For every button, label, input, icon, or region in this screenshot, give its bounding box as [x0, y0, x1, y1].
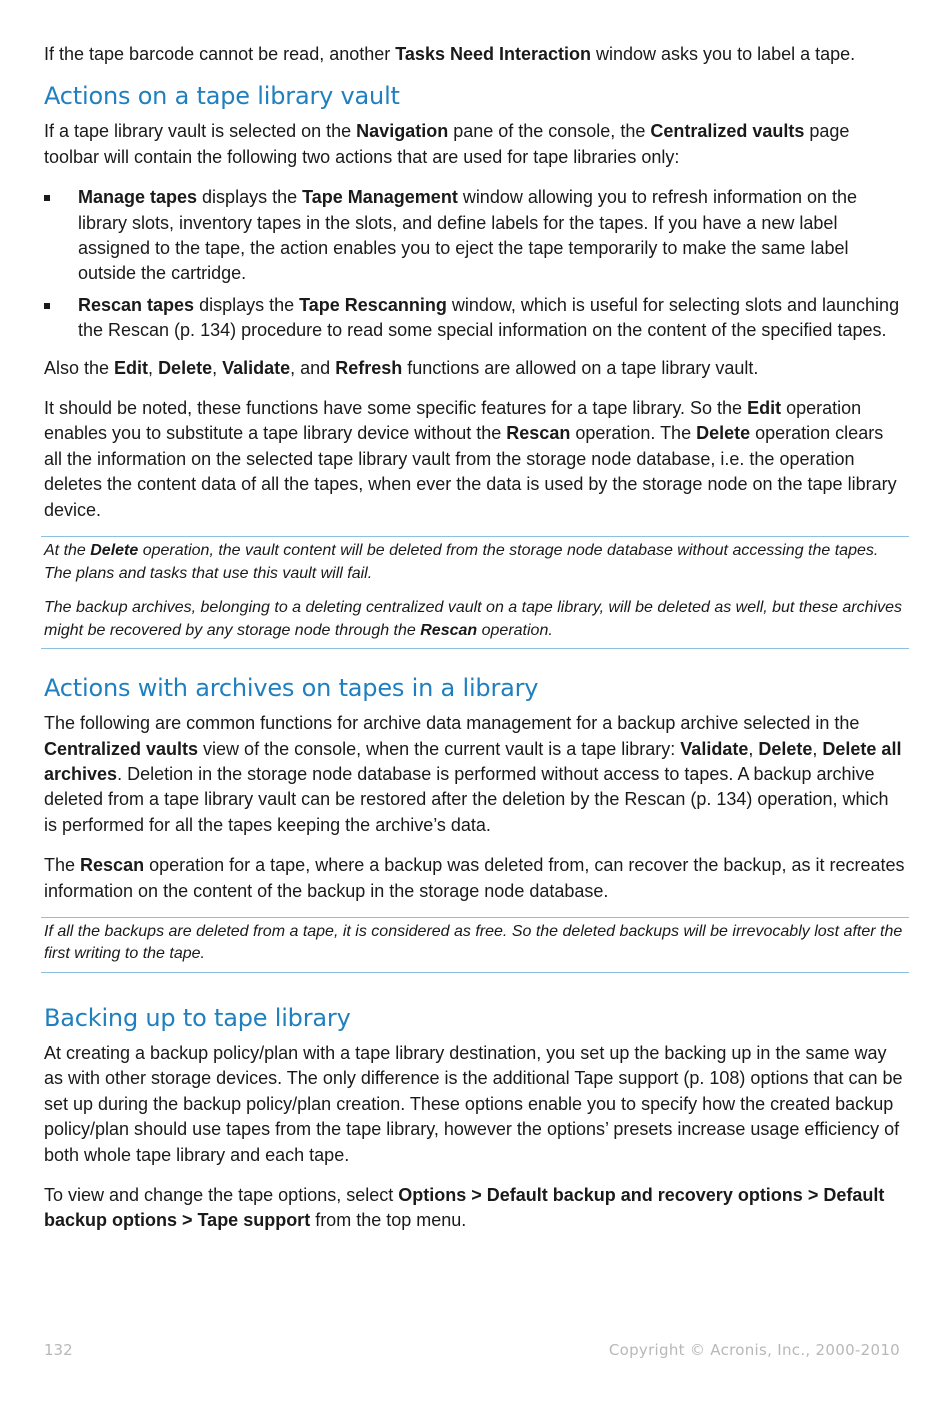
tape-options-paragraph [44, 1183, 906, 1234]
text-run: operation. [477, 621, 553, 639]
bold-term: Refresh [335, 357, 403, 378]
rescan-recovery-paragraph [44, 853, 906, 904]
note-paragraph [44, 540, 906, 585]
text-run: pane of the console, the [448, 121, 651, 142]
text-run: , [148, 357, 159, 378]
text-run: operation, the vault content will be deleted from the storage node database without accessing the tapes. The plans and tasks that use this vault will fail. [44, 542, 879, 582]
menu-path: Options > Default backup and recovery options > Default backup options > Tape support [44, 1184, 885, 1231]
bold-term: Delete [758, 738, 813, 759]
bold-term: Validate [222, 357, 291, 378]
bold-term: Rescan tapes [78, 294, 195, 315]
bold-term: Rescan [420, 621, 478, 639]
archive-functions-paragraph [44, 711, 906, 838]
intro-paragraph [44, 42, 906, 67]
note-paragraph [44, 597, 906, 642]
note-paragraph: If all the backups are deleted from a tape, it is considered as free. So the deleted backups will be irrevocably lost after the first writing to the tape. [44, 922, 903, 963]
text-run: , [212, 357, 223, 378]
bold-term: Centralized vaults [44, 738, 199, 759]
text-run: The backup archives, belonging to a deleting centralized vault on a tape library, will be deleted as well, but these archives might be recovered by any storage node through the [44, 599, 902, 639]
text-run: view of the console, when the current vault is a tape library: [198, 738, 681, 759]
text-run: It should be noted, these functions have some specific features for a tape library. So the [44, 398, 748, 419]
text-run: If the tape barcode cannot be read, another [44, 44, 396, 64]
square-bullet-icon [44, 195, 50, 201]
allowed-functions-paragraph [44, 356, 906, 381]
list-item-rescan-tapes [44, 293, 906, 344]
text-run: window allowing you to refresh information on the library slots, inventory tapes in the slots, and define labels for the tapes. If you have a new label assigned to the tape, the action enables you to eject the tape temporarily to make the same label outside the cartridge. [78, 187, 858, 284]
bold-term: Tape Management [302, 187, 458, 208]
text-run: , [812, 738, 823, 759]
document-page [44, 42, 906, 1234]
text-run: window, which is useful for selecting slots and launching the Rescan (p. 134) procedure to read some special information on the content of the specified tapes. [78, 294, 900, 341]
note-box-delete-operation [41, 536, 909, 649]
bold-term: Delete all archives [44, 738, 902, 784]
section-heading-backing-up: Backing up to tape library [44, 1003, 351, 1032]
bold-term: Centralized vaults [650, 121, 805, 142]
text-run: To view and change the tape options, select [44, 1184, 399, 1205]
bold-term: Delete [158, 357, 213, 378]
section-heading-archive-actions: Actions with archives on tapes in a library [44, 674, 539, 703]
backup-policy-paragraph: At creating a backup policy/plan with a tape library destination, you set up the backing up in the same way as with other storage devices. The only difference is the additional Tape support (p. 108) options that can be set up during the backup policy/plan creation. These options enable you to specify how the created backup policy/plan should use tapes from the tape library, however the options’ presets increase usage efficiency of both whole tape library and each tape. [44, 1042, 903, 1165]
bold-term: Navigation [356, 121, 449, 142]
text-run: , and [290, 357, 336, 378]
section-heading-vault-actions: Actions on a tape library vault [44, 82, 400, 111]
bold-term: Rescan [80, 855, 145, 876]
text-run: If a tape library vault is selected on the [44, 121, 357, 142]
text-run: , [748, 738, 759, 759]
note-box-free-tape [41, 917, 909, 973]
bold-term: Edit [747, 398, 782, 419]
text-run: displays the [194, 294, 300, 315]
text-run: operation for a tape, where a backup was deleted from, can recover the backup, as it recreates information on the content of the backup in the storage node database. [44, 855, 905, 901]
text-run: displays the [197, 187, 303, 208]
vault-actions-paragraph [44, 119, 906, 170]
page-number: 132 [44, 1341, 73, 1359]
text-run: operation clears all the information on the selected tape library vault from the storage node database, i.e. the operation deletes the content data of all the tapes, when ever the data is used by the storage node on the tape library device. [44, 423, 897, 520]
text-run: At the [44, 542, 91, 560]
text-run: window asks you to label a tape. [591, 44, 856, 64]
text-run: Also the [44, 357, 115, 378]
square-bullet-icon [44, 303, 50, 309]
text-run: operation enables you to substitute a tape library device without the [44, 398, 862, 444]
bold-term: Delete [90, 542, 139, 560]
vault-actions-list [44, 185, 906, 343]
copyright-notice: Copyright © Acronis, Inc., 2000-2010 [608, 1341, 900, 1359]
bold-term: Rescan [506, 423, 571, 444]
text-run: from the top menu. [310, 1210, 467, 1231]
bold-term: Delete [696, 423, 751, 444]
text-run: operation. The [570, 423, 697, 444]
text-run: The [44, 855, 81, 876]
bold-term: Edit [114, 357, 149, 378]
text-run: The following are common functions for archive data management for a backup archive selected in the [44, 713, 860, 734]
bold-term: Manage tapes [78, 187, 198, 208]
bold-term: Tasks Need Interaction [395, 44, 591, 64]
list-item-manage-tapes [44, 185, 906, 287]
specific-features-paragraph [44, 396, 906, 523]
bold-term: Tape Rescanning [299, 294, 447, 315]
text-run: . Deletion in the storage node database is performed without access to tapes. A backup archive deleted from a tape library vault can be restored after the deletion by the Rescan (p. 134) operation, which is performed for all the tapes keeping the archive’s data. [44, 763, 889, 835]
bold-term: Validate [680, 738, 749, 759]
text-run: functions are allowed on a tape library vault. [402, 357, 759, 378]
text-run: page toolbar will contain the following two actions that are used for tape libraries only: [44, 121, 850, 167]
